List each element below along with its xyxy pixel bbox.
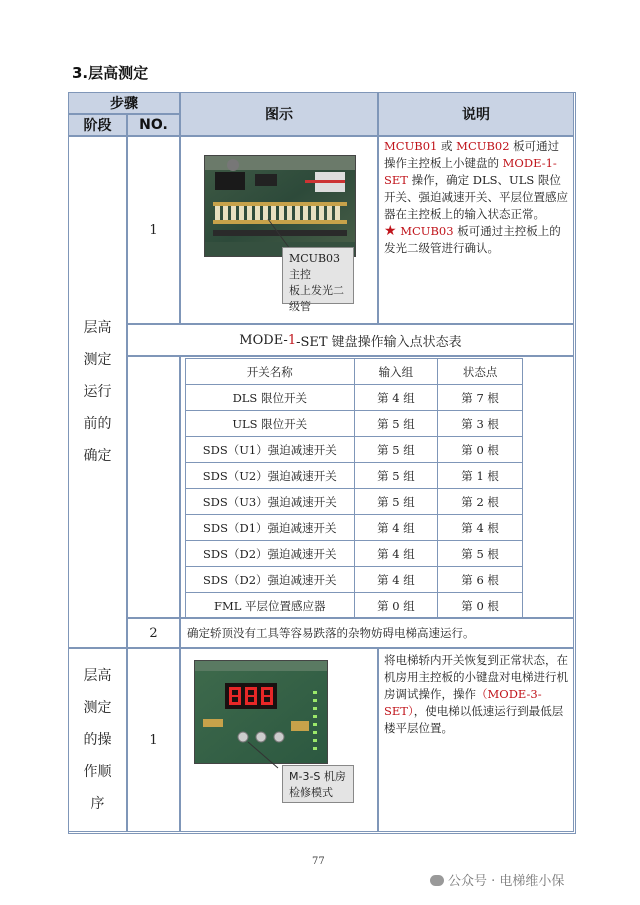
- table-row: [186, 541, 523, 567]
- step-number: 1: [127, 648, 180, 832]
- table-cell: 第 4 组: [354, 567, 438, 593]
- step-description: [384, 652, 570, 737]
- mode-code: MODE-1-SET: [384, 156, 557, 187]
- stage-label-line: 层高: [83, 668, 112, 684]
- watermark: [430, 870, 564, 889]
- table-cell: 第 0 根: [438, 437, 523, 463]
- step-description: 确定轿顶没有工具等容易跌落的杂物妨碍电梯高速运行。: [180, 618, 574, 648]
- step-description: [384, 138, 570, 257]
- watermark-text: 公众号 · 电梯维小保: [448, 874, 565, 889]
- table-cell: 第 0 根: [438, 593, 523, 619]
- desc-text: 或: [437, 139, 457, 153]
- table-row: [186, 593, 523, 619]
- table-cell: 第 5 组: [354, 463, 438, 489]
- table-cell: ULS 限位开关: [186, 411, 355, 437]
- callout-line: 板上发光二: [289, 284, 344, 297]
- stage-label-line: 作顺: [83, 764, 112, 780]
- table-cell: 第 7 根: [438, 385, 523, 411]
- table-cell: 第 0 组: [354, 593, 438, 619]
- section-title: 3.层高测定: [72, 64, 149, 82]
- table-cell: 第 5 根: [438, 541, 523, 567]
- table-cell: 第 1 根: [438, 463, 523, 489]
- desc-text: ，使电梯以低速运行到最低层楼平层位置。: [384, 704, 564, 735]
- table-row: [186, 567, 523, 593]
- table-title-part: 1: [287, 332, 297, 348]
- table-row: [186, 463, 523, 489]
- stage-label-line: 测定: [83, 352, 112, 368]
- table-title-part: -SET 键盘操作输入点状态表: [296, 334, 462, 350]
- table-row: [186, 437, 523, 463]
- callout-line: 检修模式: [289, 786, 333, 799]
- table-cell: 第 4 组: [354, 541, 438, 567]
- stage-label-line: 前的: [83, 416, 112, 432]
- stage-label-line: 的操: [83, 732, 112, 748]
- stage-label-line: 层高: [83, 320, 112, 336]
- mode-code: （MODE-3-SET）: [384, 687, 542, 718]
- step-number: 1: [127, 136, 180, 324]
- table-cell: 第 4 组: [354, 515, 438, 541]
- page-number: 77: [312, 856, 325, 867]
- empty-no-cell: [127, 356, 180, 618]
- table-cell: 第 5 组: [354, 489, 438, 515]
- table-cell: 第 6 根: [438, 567, 523, 593]
- desc-text: 板可通过操作主控板上小键盘的: [384, 139, 560, 170]
- header-description: 说明: [378, 92, 574, 136]
- table-cell: 第 4 根: [438, 515, 523, 541]
- stage-label-operation: [68, 648, 127, 832]
- star-icon: ★: [384, 223, 397, 239]
- table-cell: SDS（U3）强迫减速开关: [186, 489, 355, 515]
- table-cell: 第 3 根: [438, 411, 523, 437]
- callout-pointer: [244, 738, 284, 778]
- header-steps: 步骤: [68, 92, 180, 114]
- board-code: MCUB02: [456, 139, 510, 153]
- state-table-title: [127, 324, 574, 356]
- led-callout: [282, 247, 354, 313]
- step-number: 2: [127, 618, 180, 648]
- desc-text: 将电梯轿内开关恢复到正常状态，在机房用主控板的小键盘对电梯进行机房调试操作，操作: [384, 653, 568, 701]
- table-title-part: MODE-: [239, 332, 288, 348]
- stage-label-line: 运行: [83, 384, 112, 400]
- header-no: NO.: [127, 114, 180, 136]
- header-stage: 阶段: [68, 114, 127, 136]
- table-row: [186, 489, 523, 515]
- callout-line: MCUB03 主控: [289, 252, 341, 281]
- table-header-row: [186, 359, 523, 385]
- column-header: 输入组: [354, 359, 438, 385]
- table-cell: 第 2 根: [438, 489, 523, 515]
- table-cell: SDS（D2）强迫减速开关: [186, 541, 355, 567]
- wechat-icon: [430, 875, 444, 886]
- table-row: [186, 385, 523, 411]
- column-header: 开关名称: [186, 359, 355, 385]
- table-cell: 第 4 组: [354, 385, 438, 411]
- header-figure: 图示: [180, 92, 378, 136]
- table-cell: SDS（D1）强迫减速开关: [186, 515, 355, 541]
- mode-callout: [282, 765, 354, 803]
- stage-label-line: 确定: [83, 448, 112, 464]
- table-cell: SDS（U2）强迫减速开关: [186, 463, 355, 489]
- desc-text: 操作，确定 DLS、ULS 限位开关、强迫减速开关、平层位置感应器在主控板上的输入状态正常。: [384, 173, 568, 221]
- desc-text: 板可通过主控板上的发光二级管进行确认。: [384, 224, 561, 255]
- table-cell: SDS（U1）强迫减速开关: [186, 437, 355, 463]
- stage-label-pre-run: [68, 136, 127, 648]
- table-cell: SDS（D2）强迫减速开关: [186, 567, 355, 593]
- board-code: MCUB03: [400, 224, 454, 238]
- table-cell: FML 平层位置感应器: [186, 593, 355, 619]
- table-cell: DLS 限位开关: [186, 385, 355, 411]
- column-header: 状态点: [438, 359, 523, 385]
- table-cell: 第 5 组: [354, 411, 438, 437]
- table-cell: 第 5 组: [354, 437, 438, 463]
- input-state-table: [185, 358, 523, 619]
- stage-label-line: 序: [90, 796, 105, 812]
- board-code: MCUB01: [384, 139, 438, 153]
- table-row: [186, 515, 523, 541]
- table-row: [186, 411, 523, 437]
- callout-line: M-3-S 机房: [289, 770, 346, 783]
- stage-label-line: 测定: [83, 700, 112, 716]
- callout-line: 级管: [289, 300, 311, 313]
